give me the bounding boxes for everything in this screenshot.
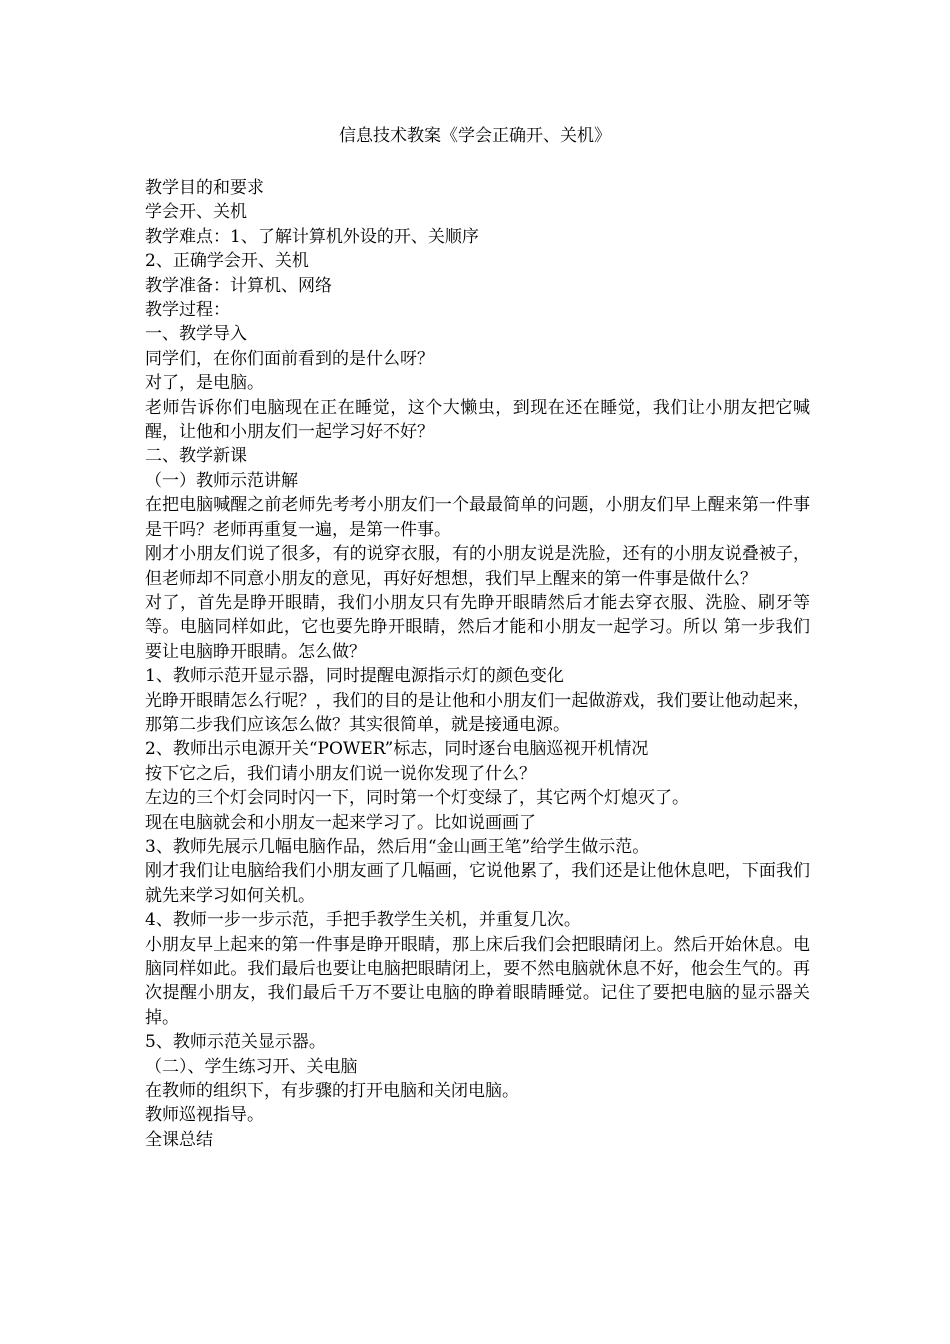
paragraph-objectives-heading: 教学目的和要求 [145, 178, 264, 198]
step-item: 5、教师示范关显示器。 [145, 1032, 326, 1053]
paragraph: 学会开、关机 [145, 202, 247, 223]
paragraph: 同学们，在你们面前看到的是什么呀？ [145, 348, 434, 369]
paragraph: 2、正确学会开、关机 [145, 251, 309, 272]
paragraph: 刚才小朋友们说了很多，有的说穿衣服，有的小朋友说是洗脸，还有的小朋友说叠被子，但老师却不同意小朋友的意见，再好好想想，我们早上醒来的第一件事是做什么？ [145, 544, 810, 589]
section-heading: 二、教学新课 [145, 446, 247, 467]
subsection-heading: （二）、学生练习开、关电脑 [145, 1056, 358, 1077]
paragraph: 左边的三个灯会同时闪一下，同时第一个灯变绿了，其它两个灯熄灭了。 [145, 788, 689, 809]
paragraph: 光睁开眼睛怎么行呢？，我们的目的是让他和小朋友们一起做游戏，我们要让他动起来，那第二步我们应该怎么做？其实很简单，就是接通电源。 [145, 690, 810, 735]
paragraph: 刚才我们让电脑给我们小朋友画了几幅画，它说他累了，我们还是让他休息吧，下面我们就先来学习如何关机。 [145, 861, 810, 906]
document-body [145, 176, 810, 1152]
paragraph: 按下它之后，我们请小朋友们说一说你发现了什么？ [145, 763, 536, 784]
subsection-heading: （一）教师示范讲解 [145, 470, 298, 491]
paragraph-preparation: 教学准备：计算机、网络 [145, 275, 332, 296]
document-title: 信息技术教案《学会正确开、关机》 [339, 126, 611, 146]
paragraph-process-heading: 教学过程： [145, 300, 230, 321]
paragraph-difficulty: 教学难点：1、了解计算机外设的开、关顺序 [145, 226, 479, 247]
step-item: 2、教师出示电源开关“POWER”标志，同时逐台电脑巡视开机情况 [145, 739, 649, 760]
paragraph-summary: 全课总结 [145, 1129, 213, 1150]
step-item: 3、教师先展示几幅电脑作品，然后用“金山画王笔”给学生做示范。 [145, 836, 650, 857]
paragraph: 在把电脑喊醒之前老师先考考小朋友们一个最最简单的问题，小朋友们早上醒来第一件事是干吗？老师再重复一遍，是第一件事。 [145, 495, 810, 540]
step-item: 1、教师示范开显示器，同时提醒电源指示灯的颜色变化 [145, 666, 564, 687]
paragraph: 对了，首先是睁开眼睛，我们小朋友只有先睁开眼睛然后才能去穿衣服、洗脸、刷牙等等。电脑同样如此，它也要先睁开眼睛，然后才能和小朋友一起学习。所以 第一步我们要让电脑睁开眼睛。怎么做？ [145, 592, 810, 662]
paragraph: 现在电脑就会和小朋友一起来学习了。比如说画画了 [145, 812, 536, 833]
step-item: 4、教师一步一步示范，手把手教学生关机，并重复几次。 [145, 910, 581, 931]
paragraph: 老师告诉你们电脑现在正在睡觉，这个大懒虫，到现在还在睡觉，我们让小朋友把它喊醒，让他和小朋友们一起学习好不好？ [145, 397, 810, 443]
paragraph: 在教师的组织下，有步骤的打开电脑和关闭电脑。 [145, 1081, 519, 1102]
paragraph: 小朋友早上起来的第一件事是睁开眼睛，那上床后我们会把眼睛闭上。然后开始休息。电脑同样如此。我们最后也要让电脑把眼睛闭上，要不然电脑就休息不好，他会生气的。再次提醒小朋友，我们最后千万不要让电脑的睁着眼睛睡觉。记住了要把电脑的显示器关掉。 [145, 934, 810, 1028]
paragraph: 对了，是电脑。 [145, 373, 264, 394]
section-heading: 一、教学导入 [145, 324, 247, 345]
paragraph: 教师巡视指导。 [145, 1105, 264, 1126]
